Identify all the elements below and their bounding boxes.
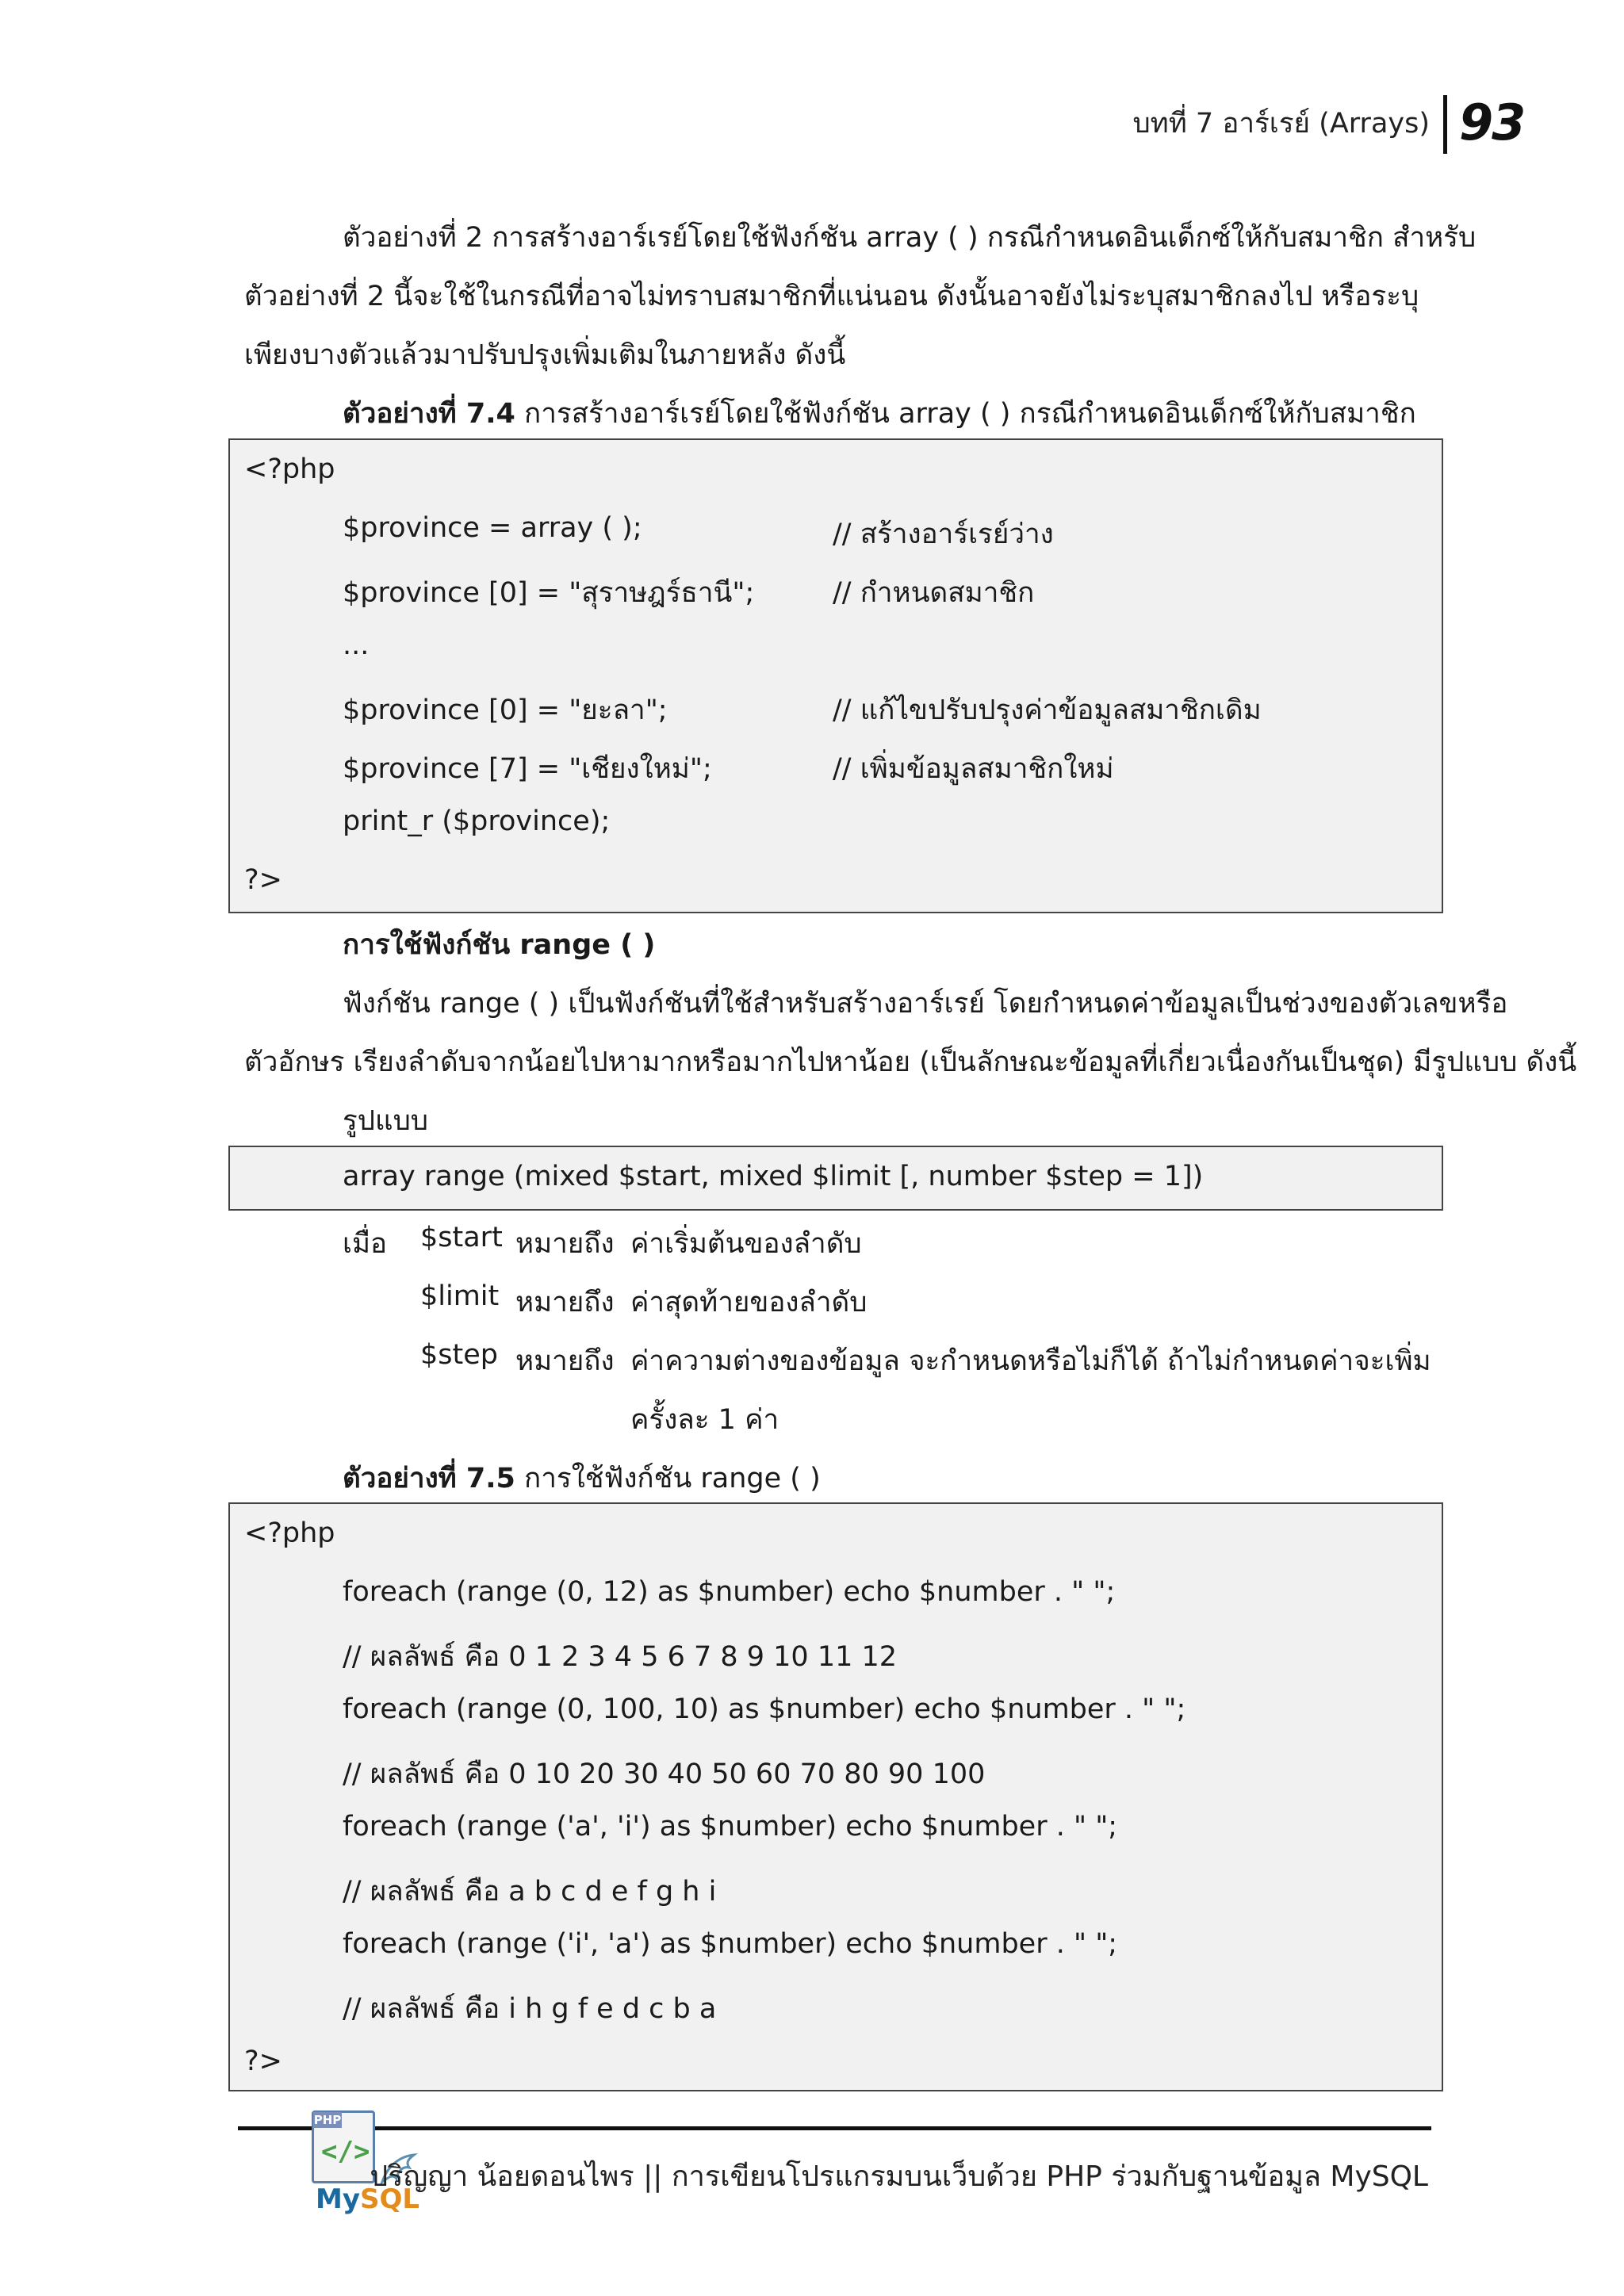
code-comment: // ผลลัพธ์ คือ a b c d e f g h i [343,1876,717,1908]
code-line: $province [7] = "เชียงใหม่"; [343,753,712,785]
param-name: $limit [420,1280,500,1312]
range-para-line-2: ตัวอักษร เรียงลำดับจากน้อยไปหามากหรือมากไปหาน้อย (เป็นลักษณะข้อมูลที่เกี่ยวเนื่องกันเป็นชุด) มีรูปแบบ ดังนี้ [244,1047,1577,1078]
php-open-tag: <?php [244,1517,335,1549]
example-7-4-caption [343,392,1416,435]
example-7-4-title: การสร้างอาร์เรย์โดยใช้ฟังก์ชัน array ( ) กรณีกำหนดอินเด็กซ์ให้กับสมาชิก [515,398,1416,430]
code-comment: // ผลลัพธ์ คือ 0 10 20 30 40 50 60 70 80 90 100 [343,1758,986,1790]
param-desc: ค่าความต่างของข้อมูล จะกำหนดหรือไม่ก็ได้ ถ้าไม่กำหนดค่าจะเพิ่ม [630,1345,1431,1377]
code-line: $province = array ( ); [343,512,642,544]
code-line: $province [0] = "สุราษฎร์ธานี"; [343,577,755,609]
example-7-5-title: การใช้ฟังก์ชัน range ( ) [515,1463,821,1494]
syntax-text: array range (mixed $start, mixed $limit [, number $step = 1]) [343,1161,1204,1192]
php-close-tag: ?> [244,864,282,896]
intro-line-3: เพียงบางตัวแล้วมาปรับปรุงเพิ่มเติมในภายหลัง ดังนี้ [244,339,846,371]
section-heading-range: การใช้ฟังก์ชัน range ( ) [343,929,656,961]
mysql-wordmark: MySQL [316,2183,420,2215]
example-7-4-label: ตัวอย่างที่ 7.4 [343,398,515,430]
code-comment: // เพิ่มข้อมูลสมาชิกใหม่ [833,753,1114,785]
code-line: ... [343,629,370,661]
footer-text: ปริญญา น้อยดอนไพร || การเขียนโปรแกรมบนเว็บด้วย PHP ร่วมกับฐานข้อมูล MySQL [370,2160,1428,2193]
param-desc: ค่าเริ่มต้นของลำดับ [630,1228,862,1260]
param-desc: ค่าสุดท้ายของลำดับ [630,1287,868,1318]
code-line: foreach (range (0, 12) as $number) echo $number . " "; [343,1576,1116,1608]
chapter-title: บทที่ 7 อาร์เรย์ (Arrays) [1132,108,1430,140]
code-line: $province [0] = "ยะลา"; [343,695,668,726]
code-block-7-4 [228,438,1443,913]
php-file-label: PHP [313,2113,342,2127]
php-open-tag: <?php [244,453,335,485]
code-line: foreach (range (0, 100, 10) as $number) echo $number . " "; [343,1693,1186,1725]
when-label: เมื่อ [343,1228,388,1260]
code-comment: // สร้างอาร์เรย์ว่าง [833,519,1054,550]
param-means: หมายถึง [515,1287,615,1318]
code-line: foreach (range ('a', 'i') as $number) echo $number . " "; [343,1811,1118,1843]
range-para-line-1: ฟังก์ชัน range ( ) เป็นฟังก์ชันที่ใช้สำหรับสร้างอาร์เรย์ โดยกำหนดค่าข้อมูลเป็นช่วงของตัวเลขหรือ [343,988,1508,1020]
example-7-5-caption [343,1456,821,1500]
param-means: หมายถึง [515,1345,615,1377]
header-divider [1443,95,1447,154]
param-name: $start [420,1222,503,1253]
param-desc-cont: ครั้งละ 1 ค่า [630,1404,779,1436]
param-name: $step [420,1339,498,1371]
example-7-5-label: ตัวอย่างที่ 7.5 [343,1463,515,1494]
php-close-tag: ?> [244,2045,282,2077]
code-comment: // แก้ไขปรับปรุงค่าข้อมูลสมาชิกเดิม [833,695,1262,726]
code-comment: // กำหนดสมาชิก [833,577,1035,609]
intro-line-1: ตัวอย่างที่ 2 การสร้างอาร์เรย์โดยใช้ฟังก์ชัน array ( ) กรณีกำหนดอินเด็กซ์ให้กับสมาชิก สำหรับ [343,222,1477,254]
code-line: foreach (range ('i', 'a') as $number) echo $number . " "; [343,1928,1118,1960]
code-comment: // ผลลัพธ์ คือ i h g f e d c b a [343,1993,717,2025]
format-label: รูปแบบ [343,1105,429,1137]
intro-line-2: ตัวอย่างที่ 2 นี้จะใช้ในกรณีที่อาจไม่ทราบสมาชิกที่แน่นอน ดังนั้นอาจยังไม่ระบุสมาชิกลงไป หรือระบุ [244,281,1419,312]
code-comment: // ผลลัพธ์ คือ 0 1 2 3 4 5 6 7 8 9 10 11 12 [343,1641,898,1673]
code-line: print_r ($province); [343,806,611,837]
footer-rule [238,2126,1431,2130]
code-tag-icon: </> [321,2136,370,2168]
page-number: 93 [1459,94,1525,151]
param-means: หมายถึง [515,1228,615,1260]
